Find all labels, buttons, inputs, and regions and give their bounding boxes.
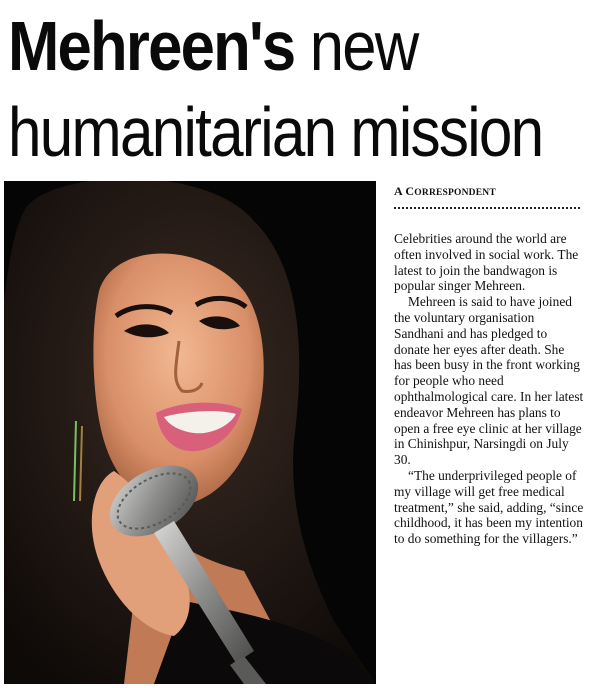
byline-first-letter: A (394, 184, 403, 198)
article-body (394, 231, 584, 547)
headline-line-2: humanitarian mission (8, 93, 543, 171)
byline-divider (394, 207, 580, 215)
article-paragraph-3: “The underprivileged people of my village will get free medical treatment,” she said, adding, “since childhood, it has been my intention to do something for the villagers.” (394, 467, 584, 547)
byline-rest: ORRESPONDENT (414, 188, 496, 198)
headline-new: new (309, 7, 418, 85)
article-paragraph-2: Mehreen is said to have joined the voluntary organisation Sandhani and has pledged to donate her eyes after death. She has been busy in the front working for people who need ophthalmological care. In her latest endeavor Mehreen has plans to open a free eye clinic at her village in Chinishpur, Narsingdi on July 30. (394, 294, 584, 468)
byline (394, 184, 584, 200)
article-paragraph-1: Celebrities around the world are often involved in social work. The latest to join the bandwagon is popular singer Mehreen. (394, 231, 579, 294)
singer-photo (4, 181, 376, 684)
article-column (394, 181, 584, 547)
headline-name: Mehreen's (8, 7, 295, 85)
headline-line-1 (8, 8, 417, 84)
byline-initial: C (402, 184, 415, 198)
